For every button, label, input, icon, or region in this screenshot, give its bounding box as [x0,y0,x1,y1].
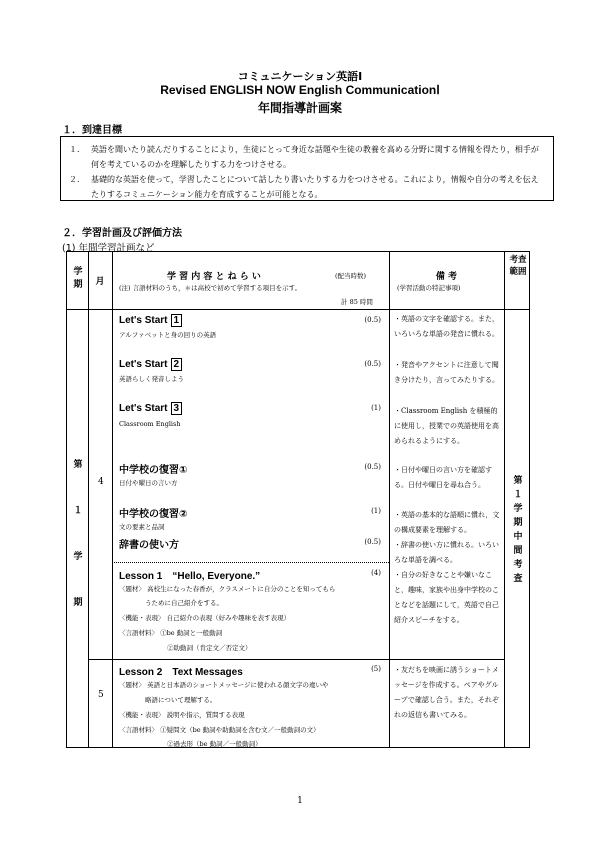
textbook-title: Revised ENGLISH NOW English CommunicationⅠ [160,83,440,97]
header-remarks-note: (学習活動の特記事項) [397,284,461,292]
header-content: 学 習 内 容 と ね ら い [167,272,261,282]
remark-item: ・Classroom English を積極的に使用し，授業での英語使用を高められるようにする。 [394,407,499,445]
lesson-review-1: 中学校の復習① [119,465,188,476]
month-may: 5 [98,690,104,700]
plan-heading: ２．学習計画及び評価方法 [62,228,182,239]
lesson-detail: 〈機能・表現〉 自己紹介の表現（好みや趣味を表す表現） [119,614,291,622]
lesson-detail: 〈機能・表現〉 説明や指示，質問する表現 [119,711,245,719]
lesson-hours: (5) [371,665,381,673]
lesson-2-title: Lesson 2 Text Messages [119,667,243,678]
lesson-lets-start-1: Let's Start 1 [119,314,182,327]
goal-text: 英語を聞いたり読んだりすることにより，生徒にとって身近な話題や生徒の教養を高める分野に関する情報を得たり，相手が何を考えているのかを理解したりする力をつけさせる。 [91,145,539,169]
header-month: 月 [95,277,105,287]
lesson-description: 文の要素と品詞 [119,523,165,531]
plan-subheading: (1) 年間学習計画など [62,243,155,254]
lesson-detail: ②過去形（be 動詞／一般動詞） [167,740,262,748]
header-hours-label: (配当時数) [335,272,367,280]
goal-item [69,142,545,172]
lesson-detail: 〈題材〉 高校生になった春香が，クラスメートに自分のことを知ってもら [119,585,336,593]
goal-number: ２. [69,175,80,184]
lesson-description: アルファベットと身の回りの英語 [119,331,217,339]
lesson-1-title: Lesson 1 “Hello, Everyone.” [119,571,261,582]
document-title: コミュニケーション英語Ⅰ [237,70,363,83]
lesson-detail: 〈言語材料〉 ①疑問文（be 動詞や助動詞を含む文／一般動詞の文） [119,726,320,734]
goal-text: 基礎的な英語を使って，学習したことについて話したり書いたりする力をつけさせる。これにより，情報や自分の考えを伝えたりするコミュニケーション能力を育成することが可能となる。 [91,175,539,199]
lesson-hours: (4) [371,569,381,577]
month-april: 4 [98,477,104,487]
term-label: 第１学期 [73,460,83,608]
remark-item: ・英語の基本的な語順に慣れ，文の構成要素を理解する。 [394,511,500,534]
lesson-dictionary: 辞書の使い方 [119,540,179,551]
lesson-lets-start-2: Let's Start 2 [119,358,182,371]
header-term: 学期 [73,267,83,290]
remark-item: ・日付や曜日の言い方を確認する。日付や曜日を尋ね合う。 [394,466,492,489]
goal-number: １. [69,145,80,154]
goals-box [60,136,554,201]
goals-heading: １．到達目標 [62,125,122,136]
header-content-note: (注) 言語材料のうち，＊は高校で初めて学習する項目を示す。 [119,284,302,292]
header-total-hours: 計 85 時間 [341,298,373,306]
remark-item: ・英語の文字を確認する。また，いろいろな単語の発音に慣れる。 [394,315,499,338]
lesson-hours: (1) [371,404,381,412]
lesson-detail: ②助動詞（肯定文／否定文） [167,644,252,652]
remark-item: ・自分の好きなことや嫌いなこと，趣味，家族や出身中学校のことなどを話題にして，英語で自己紹介スピーチをする。 [394,571,499,624]
lesson-detail: 略語について理解する。 [145,696,217,704]
goal-item [69,172,545,202]
lesson-lets-start-3: Let's Start 3 [119,402,182,415]
lesson-detail: 〈題材〉 英語と日本語のショートメッセージに使われる顔文字の違いや [119,681,329,689]
lesson-description: Classroom English [119,420,181,428]
exam-range: 第１学期中間考査 [513,476,523,584]
lesson-hours: (0.5) [364,360,381,368]
page-number: 1 [297,796,303,806]
lesson-detail: うために自己紹介をする。 [145,599,223,607]
lesson-hours: (1) [371,507,381,515]
header-remarks: 備 考 [435,272,458,282]
lesson-description: 日付や曜日の言い方 [119,479,178,487]
annual-plan-table [66,251,530,748]
lesson-review-2: 中学校の復習② [119,509,188,520]
remark-item: ・友だちを映画に誘うショートメッセージを作成する。ペアやグループで確認し合う。また，それぞれの返信も書いてみる。 [394,666,499,719]
lesson-hours: (0.5) [364,538,381,546]
remark-item: ・発音やアクセントに注意して聞き分けたり，言ってみたりする。 [394,361,499,384]
lesson-hours: (0.5) [364,316,381,324]
remark-item: ・辞書の使い方に慣れる。いろいろな単語を調べる。 [394,541,499,564]
lesson-description: 英語らしく発音しよう [119,375,184,383]
lesson-hours: (0.5) [364,463,381,471]
header-exam-range: 考査範囲 [509,255,527,277]
lesson-detail: 〈言語材料〉 ①be 動詞と一般動詞 [119,629,223,637]
plan-title: 年間指導計画案 [257,101,342,115]
